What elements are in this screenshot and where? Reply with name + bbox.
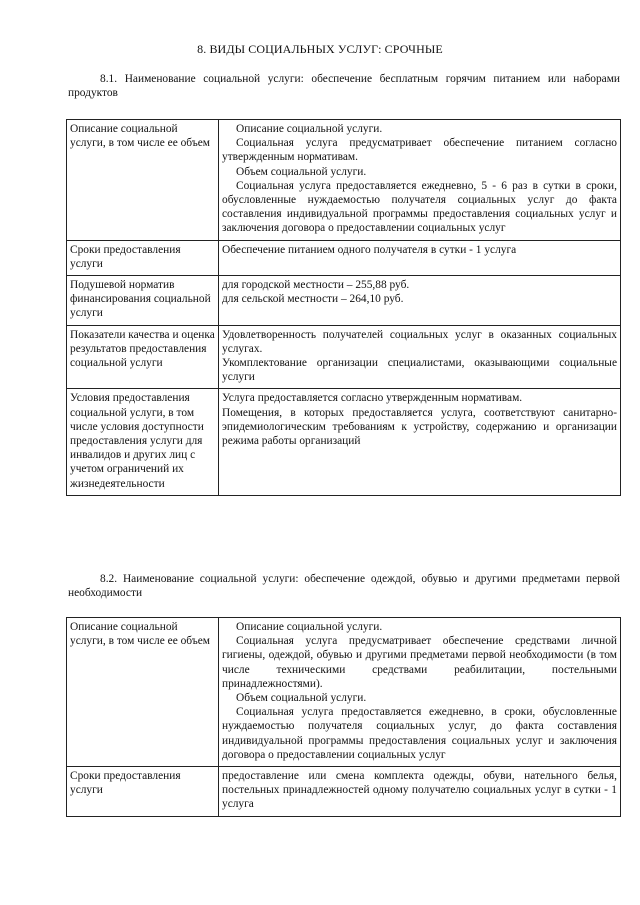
service-table (66, 119, 621, 496)
row-content (219, 276, 621, 326)
content-line: предоставление или смена комплекта одежды, обуви, нательного белья, постельных принадлежностей одному получателю социальных услуг в сутки - 1 услуга (222, 770, 617, 811)
content-line: Обеспечение питанием одного получателя в сутки - 1 услуга (222, 243, 517, 256)
service-table (66, 617, 621, 817)
content-line: для городской местности – 255,88 руб. (222, 279, 410, 292)
content-line: Социальная услуга предоставляется ежедневно, 5 - 6 раз в сутки в сроки, обусловленные нуждаемостью получателя социальных услуг до факта составления индивидуальной программы предоставления социальных услуг и заключения договора о предоставлении социальных услуг (222, 179, 617, 235)
row-content (219, 389, 621, 495)
content-line: Социальная услуга предусматривает обеспечение средствами личной гигиены, одеждой, обувью и другими предметами первой необходимости (в том числе техническими средствами реабилитации, постельными принадлежностями). (222, 635, 617, 690)
row-label: Описание социальной услуги, в том числе ее объем (67, 618, 219, 767)
row-content (219, 120, 621, 241)
table-row (67, 389, 621, 495)
row-label: Подушевой норматив финансирования социальной услуги (67, 276, 219, 326)
table-row (67, 618, 621, 767)
content-line: для сельской местности – 264,10 руб. (222, 293, 404, 306)
section-heading: 8.2. Наименование социальной услуги: обеспечение одеждой, обувью и другими предметами первой необходимости (68, 573, 620, 600)
table-row (67, 767, 621, 817)
row-content (219, 618, 621, 767)
row-content (219, 767, 621, 817)
content-line: Объем социальной услуги. (236, 692, 367, 705)
table-row (67, 240, 621, 275)
content-line: Услуга предоставляется согласно утвержденным нормативам. (222, 392, 523, 405)
section-heading: 8.1. Наименование социальной услуги: обеспечение бесплатным горячим питанием или наборами продуктов (68, 73, 620, 100)
content-line: Удовлетворенность получателей социальных услуг в оказанных социальных услугах. (222, 328, 617, 355)
content-line: Социальная услуга предоставляется ежедневно, в сроки, обусловленные нуждаемостью получателя социальных услуг, до факта составления индивидуальной программы предоставления социальных услуг и заключения договора о предоставлении социальных услуг (222, 706, 617, 761)
table-row (67, 325, 621, 389)
content-line: Описание социальной услуги. (236, 621, 383, 633)
row-content (219, 240, 621, 275)
table-row (67, 120, 621, 241)
row-label: Сроки предоставления услуги (67, 240, 219, 275)
page-title: 8. ВИДЫ СОЦИАЛЬНЫХ УСЛУГ: СРОЧНЫЕ (197, 42, 443, 56)
row-content (219, 325, 621, 389)
row-label: Показатели качества и оценка результатов предоставления социальной услуги (67, 325, 219, 389)
row-label: Описание социальной услуги, в том числе ее объем (67, 120, 219, 241)
row-label: Условия предоставления социальной услуги, в том числе условия доступности предоставления услуги для инвалидов и других лиц с учетом ограничений их жизнедеятельности (67, 389, 219, 495)
content-line: Помещения, в которых предоставляется услуга, соответствуют санитарно-эпидемиологическим требованиям к устройству, содержанию и организации режима работы организаций (222, 406, 617, 448)
content-line: Укомплектование организации специалистами, оказывающими социальные услуги (222, 357, 617, 384)
row-label: Сроки предоставления услуги (67, 767, 219, 817)
content-line: Объем социальной услуги. (236, 165, 367, 178)
content-line: Социальная услуга предусматривает обеспечение питанием согласно утвержденным нормативам. (222, 137, 617, 164)
table-row (67, 276, 621, 326)
content-line: Описание социальной услуги. (236, 123, 383, 135)
